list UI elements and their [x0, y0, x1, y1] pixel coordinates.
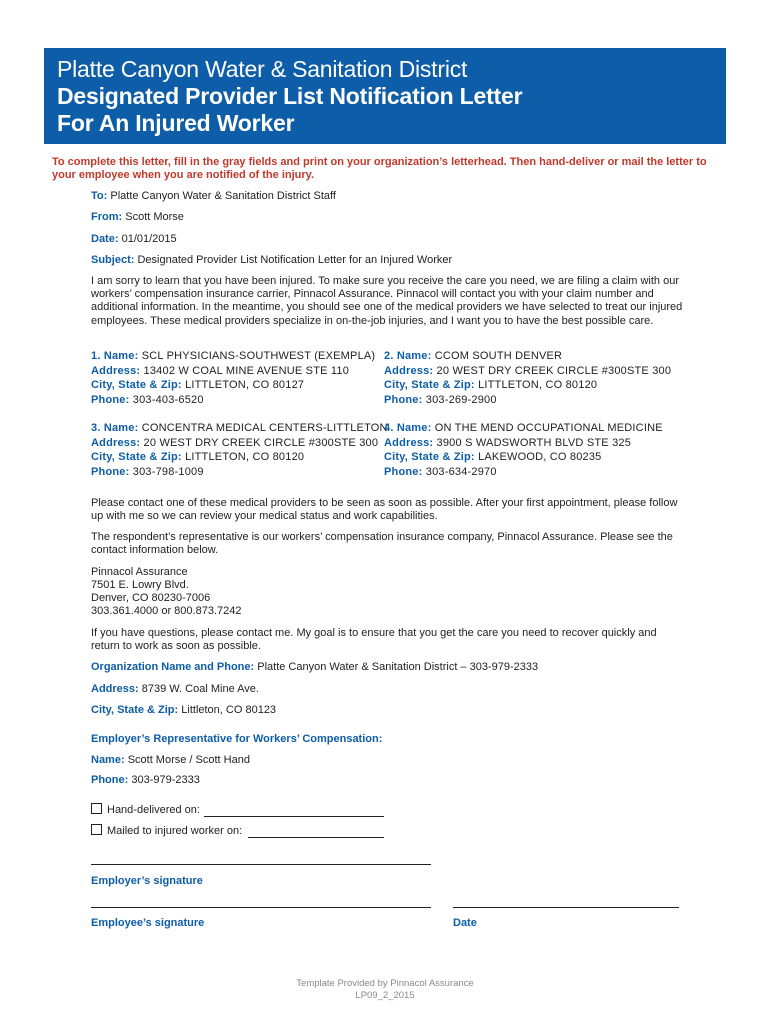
rep-name-value: Scott Morse / Scott Hand — [127, 754, 250, 766]
provider-name-label: 3. Name: — [91, 422, 139, 434]
date-signature-label: Date — [453, 917, 477, 929]
footer-template-credit: Template Provided by Pinnacol Assurance — [296, 978, 474, 989]
provider-phone-label: Phone: — [91, 465, 130, 478]
provider-address: 13402 W COAL MINE AVENUE STE 110 — [143, 364, 350, 377]
questions-paragraph: If you have questions, please contact me. My goal is to ensure that you get the care you need to recover quickly and return to work as soon as possible. — [91, 627, 657, 652]
provider-address-label: Address: — [91, 436, 141, 449]
provider-phone: 303-269-2900 — [425, 393, 497, 406]
provider-phone-label: Phone: — [91, 393, 130, 406]
pinnacol-name: Pinnacol Assurance — [91, 566, 188, 578]
provider-address-label: Address: — [91, 364, 141, 377]
subject-label: Subject: — [91, 254, 135, 266]
rep-phone-field — [91, 774, 200, 787]
provider-name-label: 2. Name: — [384, 350, 432, 362]
employee-signature-label: Employee’s signature — [91, 917, 205, 929]
hand-delivered-date-line[interactable] — [204, 816, 384, 817]
from-field — [91, 211, 184, 224]
provider-name: CONCENTRA MEDICAL CENTERS-LITTLETON — [141, 422, 388, 434]
provider-address: 20 WEST DRY CREEK CIRCLE #300STE 300 — [436, 364, 672, 377]
intro-paragraph: I am sorry to learn that you have been injured. To make sure you receive the care you need, we are filing a claim with our workers’ compensation insurance carrier, Pinnacol Assurance. Pinnacol will contact you with your claim number and additional information. In the meantime, you should see one of the medical providers we have selected to treat our injured employees. These medical providers specialize in on-the-job injuries, and I want you to have the best possible care. — [91, 275, 683, 327]
provider-phone-label: Phone: — [384, 465, 423, 478]
org-value: Platte Canyon Water & Sanitation District – 303-979-2333 — [257, 661, 539, 673]
provider-name: CCOM SOUTH DENVER — [434, 350, 563, 362]
pinnacol-address-block — [91, 566, 681, 618]
hand-delivered-checkbox[interactable] — [91, 803, 102, 814]
letter-title: Designated Provider List Notification Letter — [57, 83, 523, 109]
provider-city: LITTLETON, CO 80120 — [185, 451, 305, 463]
date-value: 01/01/2015 — [121, 233, 177, 245]
provider-city: LAKEWOOD, CO 80235 — [478, 451, 602, 463]
mailed-checkbox[interactable] — [91, 824, 102, 835]
provider-1 — [91, 349, 391, 407]
letter-header — [44, 48, 726, 144]
date-label: Date: — [91, 233, 119, 245]
pinnacol-street: 7501 E. Lowry Blvd. — [91, 579, 189, 591]
rep-phone-label: Phone: — [91, 774, 129, 786]
org-label: Organization Name and Phone: — [91, 661, 255, 673]
pinnacol-city: Denver, CO 80230-7006 — [91, 592, 211, 604]
mailed-label: Mailed to injured worker on: — [107, 825, 243, 837]
provider-city-label: City, State & Zip: — [384, 451, 475, 463]
provider-name-label: 1. Name: — [91, 350, 139, 362]
date-field — [91, 233, 177, 246]
provider-address: 20 WEST DRY CREEK CIRCLE #300STE 300 — [143, 436, 379, 449]
provider-phone-label: Phone: — [384, 393, 423, 406]
to-value: Platte Canyon Water & Sanitation District Staff — [110, 190, 336, 202]
footer — [0, 978, 770, 1002]
provider-address: 3900 S WADSWORTH BLVD STE 325 — [436, 436, 632, 449]
provider-city-label: City, State & Zip: — [91, 379, 182, 391]
from-label: From: — [91, 211, 123, 223]
employer-signature-label: Employer’s signature — [91, 875, 203, 887]
provider-city-label: City, State & Zip: — [91, 451, 182, 463]
provider-address-label: Address: — [384, 436, 434, 449]
provider-4 — [384, 421, 684, 479]
org-city-field — [91, 704, 276, 717]
org-address-value: 8739 W. Coal Mine Ave. — [141, 683, 259, 695]
letter-subtitle: For An Injured Worker — [57, 110, 295, 136]
hand-delivered-row — [91, 803, 200, 817]
respondent-paragraph: The respondent’s representative is our workers’ compensation insurance company, Pinnacol Assurance. Please see the contact information below. — [91, 531, 673, 556]
to-label: To: — [91, 190, 108, 202]
mailed-row — [91, 824, 242, 838]
date-signature-line[interactable] — [453, 907, 679, 908]
mailed-date-line[interactable] — [248, 837, 384, 838]
org-address-label: Address: — [91, 683, 139, 695]
provider-name-label: 4. Name: — [384, 422, 432, 434]
org-city-value: Littleton, CO 80123 — [181, 704, 277, 716]
employee-signature-line[interactable] — [91, 907, 431, 908]
subject-field — [91, 254, 452, 267]
rep-phone-value: 303-979-2333 — [131, 774, 200, 786]
from-value: Scott Morse — [125, 211, 184, 223]
provider-3 — [91, 421, 391, 479]
provider-name: SCL PHYSICIANS-SOUTHWEST (EXEMPLA) — [141, 350, 376, 362]
instruction-text: To complete this letter, fill in the gray fields and print on your organization’s letterhead. Then hand-deliver or mail the letter to your employee when you are notified of the injury. — [52, 156, 707, 181]
district-name: Platte Canyon Water & Sanitation District — [57, 56, 468, 82]
provider-phone: 303-634-2970 — [425, 465, 497, 478]
hand-delivered-label: Hand-delivered on: — [107, 804, 200, 816]
employer-signature-line[interactable] — [91, 864, 431, 865]
provider-phone: 303-403-6520 — [132, 393, 204, 406]
rep-heading: Employer’s Representative for Workers’ Compensation: — [91, 733, 383, 745]
provider-address-label: Address: — [384, 364, 434, 377]
provider-2 — [384, 349, 684, 407]
pinnacol-phone: 303.361.4000 or 800.873.7242 — [91, 605, 242, 617]
provider-name: ON THE MEND OCCUPATIONAL MEDICINE — [434, 422, 663, 434]
subject-value: Designated Provider List Notification Letter for an Injured Worker — [137, 254, 453, 266]
rep-name-field — [91, 754, 250, 767]
provider-city: LITTLETON, CO 80120 — [478, 379, 598, 391]
footer-form-code: LP09_2_2015 — [355, 990, 415, 1001]
org-address-field — [91, 683, 259, 696]
provider-city-label: City, State & Zip: — [384, 379, 475, 391]
rep-name-label: Name: — [91, 754, 125, 766]
org-field — [91, 661, 538, 674]
org-city-label: City, State & Zip: — [91, 704, 179, 716]
provider-city: LITTLETON, CO 80127 — [185, 379, 305, 391]
provider-phone: 303-798-1009 — [132, 465, 204, 478]
to-field — [91, 190, 336, 203]
contact-paragraph: Please contact one of these medical providers to be seen as soon as possible. After your first appointment, please follow up with me so we can review your medical status and work capabilities. — [91, 497, 678, 522]
